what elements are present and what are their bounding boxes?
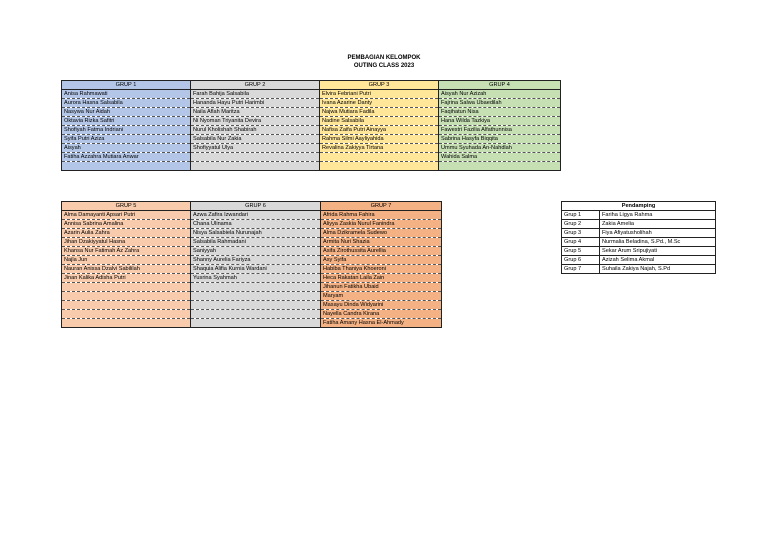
table-row (62, 283, 442, 292)
group-header-row (62, 81, 561, 90)
member-cell: Aliyya Zaskia Nurul Fanindra (321, 220, 442, 229)
member-cell: Sabrina Hasyfa Biqqita (439, 135, 561, 144)
pendamping-row (562, 220, 716, 229)
member-cell: Oktavia Rizka Safitri (62, 117, 191, 126)
member-cell: Hananda Hayu Putri Harimbi (191, 99, 320, 108)
member-cell: Najla Jun (62, 256, 191, 265)
member-cell: Ivana Azarine Danty (320, 99, 439, 108)
table-row (62, 310, 442, 319)
member-cell: Fatiha Azzahra Mutiara Anwar (62, 153, 191, 162)
pendamping-group: Grup 6 (562, 256, 600, 265)
member-cell: Aisyah (62, 144, 191, 153)
pendamping-header: Pendamping (562, 202, 716, 211)
member-cell: Revalina Zakiyya Tirtana (320, 144, 439, 153)
member-cell: Azwa Zafira Izwandari (191, 211, 321, 220)
table-row (62, 99, 561, 108)
table-row (62, 229, 442, 238)
pendamping-group: Grup 2 (562, 220, 600, 229)
member-cell: Armita Nuri Shazia (321, 238, 442, 247)
member-cell: Khansa Nur Fatimah Az Zahra (62, 247, 191, 256)
member-cell: Nauran Anissa Dzalvi Sabililah (62, 265, 191, 274)
group-header: GRUP 3 (320, 81, 439, 90)
pendamping-row (562, 247, 716, 256)
member-cell: Asy Syifa (321, 256, 442, 265)
pendamping-group: Grup 7 (562, 265, 600, 274)
member-cell (62, 301, 191, 310)
member-cell: Ni Nyoman Triyanita Devira (191, 117, 320, 126)
member-cell: Hana Wilda Tazkiya (439, 117, 561, 126)
member-cell: Fajrina Salwa Ubaedilah (439, 99, 561, 108)
member-cell: Shofiyah Fatma Indriani (62, 126, 191, 135)
table-row (62, 108, 561, 117)
group-table-5-7 (61, 201, 442, 328)
member-cell: Syifa Putri Aziza (62, 135, 191, 144)
member-cell: Habiba Thaniya Khoeroni (321, 265, 442, 274)
table-row (62, 256, 442, 265)
member-cell: Saniyyah (191, 247, 321, 256)
member-cell: Faqihatun Nisa (439, 108, 561, 117)
table-row (62, 301, 442, 310)
member-cell: Rahma Silmi Aayliyahida (320, 135, 439, 144)
pendamping-table (561, 201, 716, 274)
member-cell (191, 319, 321, 328)
member-cell (191, 162, 320, 171)
group-table-1-4 (61, 80, 561, 171)
member-cell: Salsabila Nur Zakia (191, 135, 320, 144)
member-cell: Fawestri Fazilia Alfathunnisa (439, 126, 561, 135)
member-cell: Wahida Salma (439, 153, 561, 162)
group-header: GRUP 1 (62, 81, 191, 90)
table-row (62, 319, 442, 328)
member-cell (62, 162, 191, 171)
pendamping-name: Sekar Arum Sripujiyati (600, 247, 716, 256)
title-line-2: OUTING CLASS 2023 (353, 63, 415, 69)
member-cell: Jihan Dzakiyyatul Hasna (62, 238, 191, 247)
member-cell: Azarin Aulia Zahra (62, 229, 191, 238)
member-cell: Elvira Febriani Putri (320, 90, 439, 99)
pendamping-row (562, 229, 716, 238)
member-cell: Chana Ulinama (191, 220, 321, 229)
member-cell (62, 310, 191, 319)
table-row (62, 144, 561, 153)
member-cell: Naila Aflah Maritza (191, 108, 320, 117)
member-cell (62, 283, 191, 292)
table-row (62, 90, 561, 99)
table-row (62, 238, 442, 247)
member-cell: Nurul Kholishah Shabirah (191, 126, 320, 135)
member-cell: Alma Damayanti Apsari Putri (62, 211, 191, 220)
member-cell: Shofiyyatul Ulya (191, 144, 320, 153)
member-cell: Alma Dzikramela Sudewo (321, 229, 442, 238)
member-cell: Heca Rakatan Laila Zain (321, 274, 442, 283)
member-cell: Farah Bahija Salsabila (191, 90, 320, 99)
table-row (62, 135, 561, 144)
table-row (62, 126, 561, 135)
title-line-1: PEMBAGIAN KELOMPOK (347, 55, 421, 61)
group-header: GRUP 7 (321, 202, 442, 211)
member-cell: Nayella Candra Kirana (321, 310, 442, 319)
member-cell: Annisa Sabrina Amalina (62, 220, 191, 229)
pendamping-row (562, 256, 716, 265)
member-cell: Jihanun Fatikha Ubaid (321, 283, 442, 292)
member-cell (320, 153, 439, 162)
table-row (62, 220, 442, 229)
member-cell (62, 319, 191, 328)
group-header: GRUP 2 (191, 81, 320, 90)
table-row (62, 247, 442, 256)
member-cell: Nafisa Zaifa Putri Ainayya (320, 126, 439, 135)
member-cell (439, 162, 561, 171)
pendamping-name: Fiya Afiyatusholihah (600, 229, 716, 238)
member-cell: Nasywa Nur Aidah (62, 108, 191, 117)
member-cell: Shaquia Alifia Kurnia Wardani (191, 265, 321, 274)
member-cell: Nadine Salsabila (320, 117, 439, 126)
member-cell (191, 283, 321, 292)
pendamping-group: Grup 1 (562, 211, 600, 220)
member-cell: Asifa Zirothussita Aurellia (321, 247, 442, 256)
pendamping-group: Grup 5 (562, 247, 600, 256)
member-cell: Yusrina Syahmah (191, 274, 321, 283)
member-cell: Aisyah Nur Azizah (439, 90, 561, 99)
member-cell: Ummu Syuhada An-Nahdlah (439, 144, 561, 153)
member-cell: Maryam (321, 292, 442, 301)
member-cell: Shanny Aurelia Fariyza (191, 256, 321, 265)
table-row (62, 162, 561, 171)
pendamping-name: Fariha Ligya Rahma (600, 211, 716, 220)
pendamping-name: Azizah Selima Akmal (600, 256, 716, 265)
member-cell: Aurora Hasna Salsabila (62, 99, 191, 108)
member-cell: Najwa Mutiara Fadila (320, 108, 439, 117)
member-cell: Anisa Rahmawati (62, 90, 191, 99)
member-cell: Fatiha Amany Hasna El-Ahmady (321, 319, 442, 328)
table-row (62, 274, 442, 283)
table-row (62, 292, 442, 301)
member-cell (191, 153, 320, 162)
member-cell: Nisya Salsabiela Nurunajah (191, 229, 321, 238)
member-cell (62, 292, 191, 301)
member-cell: Afrida Rahma Fahira (321, 211, 442, 220)
member-cell (320, 162, 439, 171)
member-cell (191, 292, 321, 301)
table-row (62, 211, 442, 220)
member-cell: Salsabila Rahmadani (191, 238, 321, 247)
table-row (62, 153, 561, 162)
pendamping-row (562, 211, 716, 220)
group-header: GRUP 6 (191, 202, 321, 211)
member-cell (191, 301, 321, 310)
group-header: GRUP 5 (62, 202, 191, 211)
member-cell: Masayu Dinda Widyarini (321, 301, 442, 310)
pendamping-row (562, 238, 716, 247)
pendamping-group: Grup 4 (562, 238, 600, 247)
member-cell: Jinan Kalika Adisha Putri (62, 274, 191, 283)
group-header-row (62, 202, 442, 211)
pendamping-name: Nurmalia Beladina, S.Pd., M.Sc (600, 238, 716, 247)
group-header: GRUP 4 (439, 81, 561, 90)
pendamping-group: Grup 3 (562, 229, 600, 238)
member-cell (191, 310, 321, 319)
table-row (62, 265, 442, 274)
pendamping-name: Zakia Amelia (600, 220, 716, 229)
table-row (62, 117, 561, 126)
pendamping-name: Suhaila Zakiya Najah, S.Pd (600, 265, 716, 274)
pendamping-row (562, 265, 716, 274)
